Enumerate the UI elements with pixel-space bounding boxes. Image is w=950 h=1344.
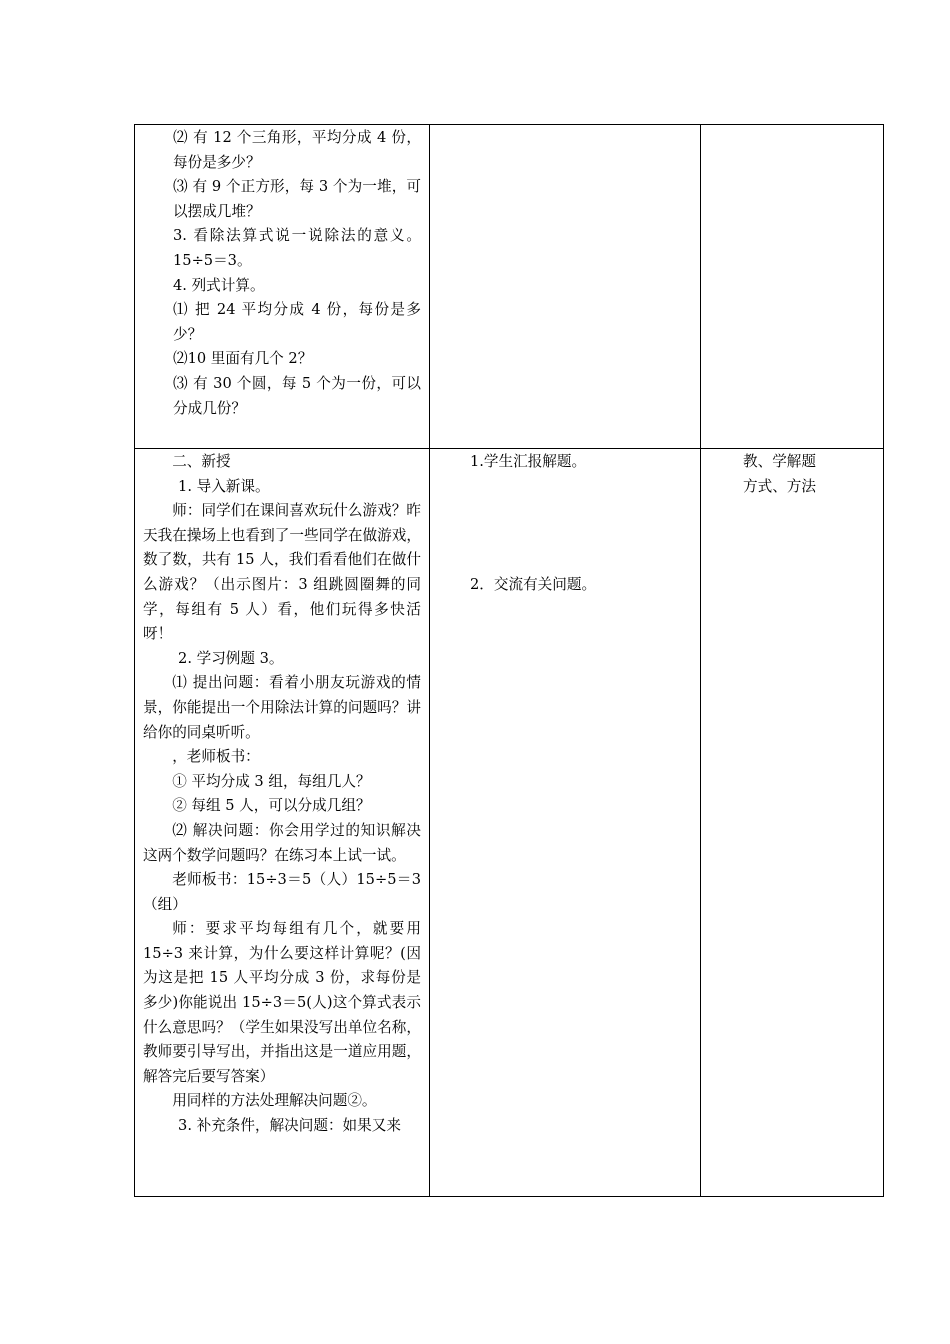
student-activity-cell: [430, 125, 701, 449]
paragraph: ⑵ 解决问题：你会用学过的知识解决这两个数学问题吗？在练习本上试一试。: [143, 821, 421, 864]
design-intent-cell: [701, 449, 884, 1197]
section-heading: 二、新授: [172, 453, 231, 470]
teaching-process-cell: [135, 125, 430, 449]
question-1: ① 平均分成 3 组，每组几人？: [172, 772, 371, 790]
step-3: 3. 补充条件，解决问题：如果又来: [178, 1117, 401, 1135]
student-activity-2: 2．交流有关问题。: [470, 575, 597, 593]
student-activity-1: 1.学生汇报解题。: [470, 453, 587, 470]
design-intent-line-1: 教、学解题: [743, 453, 816, 470]
table-row: [135, 449, 884, 1197]
paragraph: ⑴ 提出问题：看着小朋友玩游戏的情景，你能提出一个用除法计算的问题吗？讲给你的同桌听听。: [143, 674, 421, 741]
exercise-3: ⑶ 有 9 个正方形，每 3 个为一堆，可以摆成几堆？: [173, 178, 421, 220]
item-3-division-meaning: 3. 看除法算式说一说除法的意义。15÷5＝3。: [173, 227, 421, 269]
teaching-process-cell: [135, 449, 430, 1197]
calc-3: ⑶ 有 30 个圆，每 5 个为一份，可以分成几份？: [173, 374, 421, 417]
paragraph: ，老师板书：: [172, 748, 260, 766]
item-4-calculation: 4. 列式计算。: [173, 276, 265, 294]
paragraph: 师：要求平均每组有几个，就要用 15÷3 来计算，为什么要这样计算呢？(因为这是把 15 人平均分成 3 份，求每份是多少)你能说出 15÷3＝5(人)这个算式表示什么意思吗？（学生如果没写出单位名称，教师要引导写出，并指出这是一道应用题，解答完后要写答案）: [143, 920, 421, 1085]
calc-2: ⑵10 里面有几个 2？: [173, 350, 313, 368]
step-1: 1. 导入新课。: [178, 477, 270, 495]
exercise-2: ⑵ 有 12 个三角形，平均分成 4 份，每份是多少？: [173, 129, 421, 171]
paragraph: 老师板书：15÷3＝5（人）15÷5＝3（组）: [143, 871, 421, 913]
student-activity-cell: [430, 449, 701, 1197]
calc-1: ⑴ 把 24 平均分成 4 份，每份是多少？: [173, 301, 421, 343]
paragraph: 师：同学们在课间喜欢玩什么游戏？昨天我在操场上也看到了一些同学在做游戏，数了数，共有 15 人，我们看看他们在做什么游戏？（出示图片：3 组跳圆圈舞的同学，每组有 5 人）看，他们玩得多快活呀！: [143, 502, 421, 643]
design-intent-cell: [701, 125, 884, 449]
question-2: ② 每组 5 人，可以分成几组？: [172, 797, 371, 815]
paragraph: 用同样的方法处理解决问题②。: [172, 1092, 377, 1110]
lesson-plan-table: [134, 124, 884, 1197]
table-row: [135, 125, 884, 449]
design-intent-line-2: 方式、方法: [743, 477, 816, 495]
step-2: 2. 学习例题 3。: [178, 649, 284, 667]
